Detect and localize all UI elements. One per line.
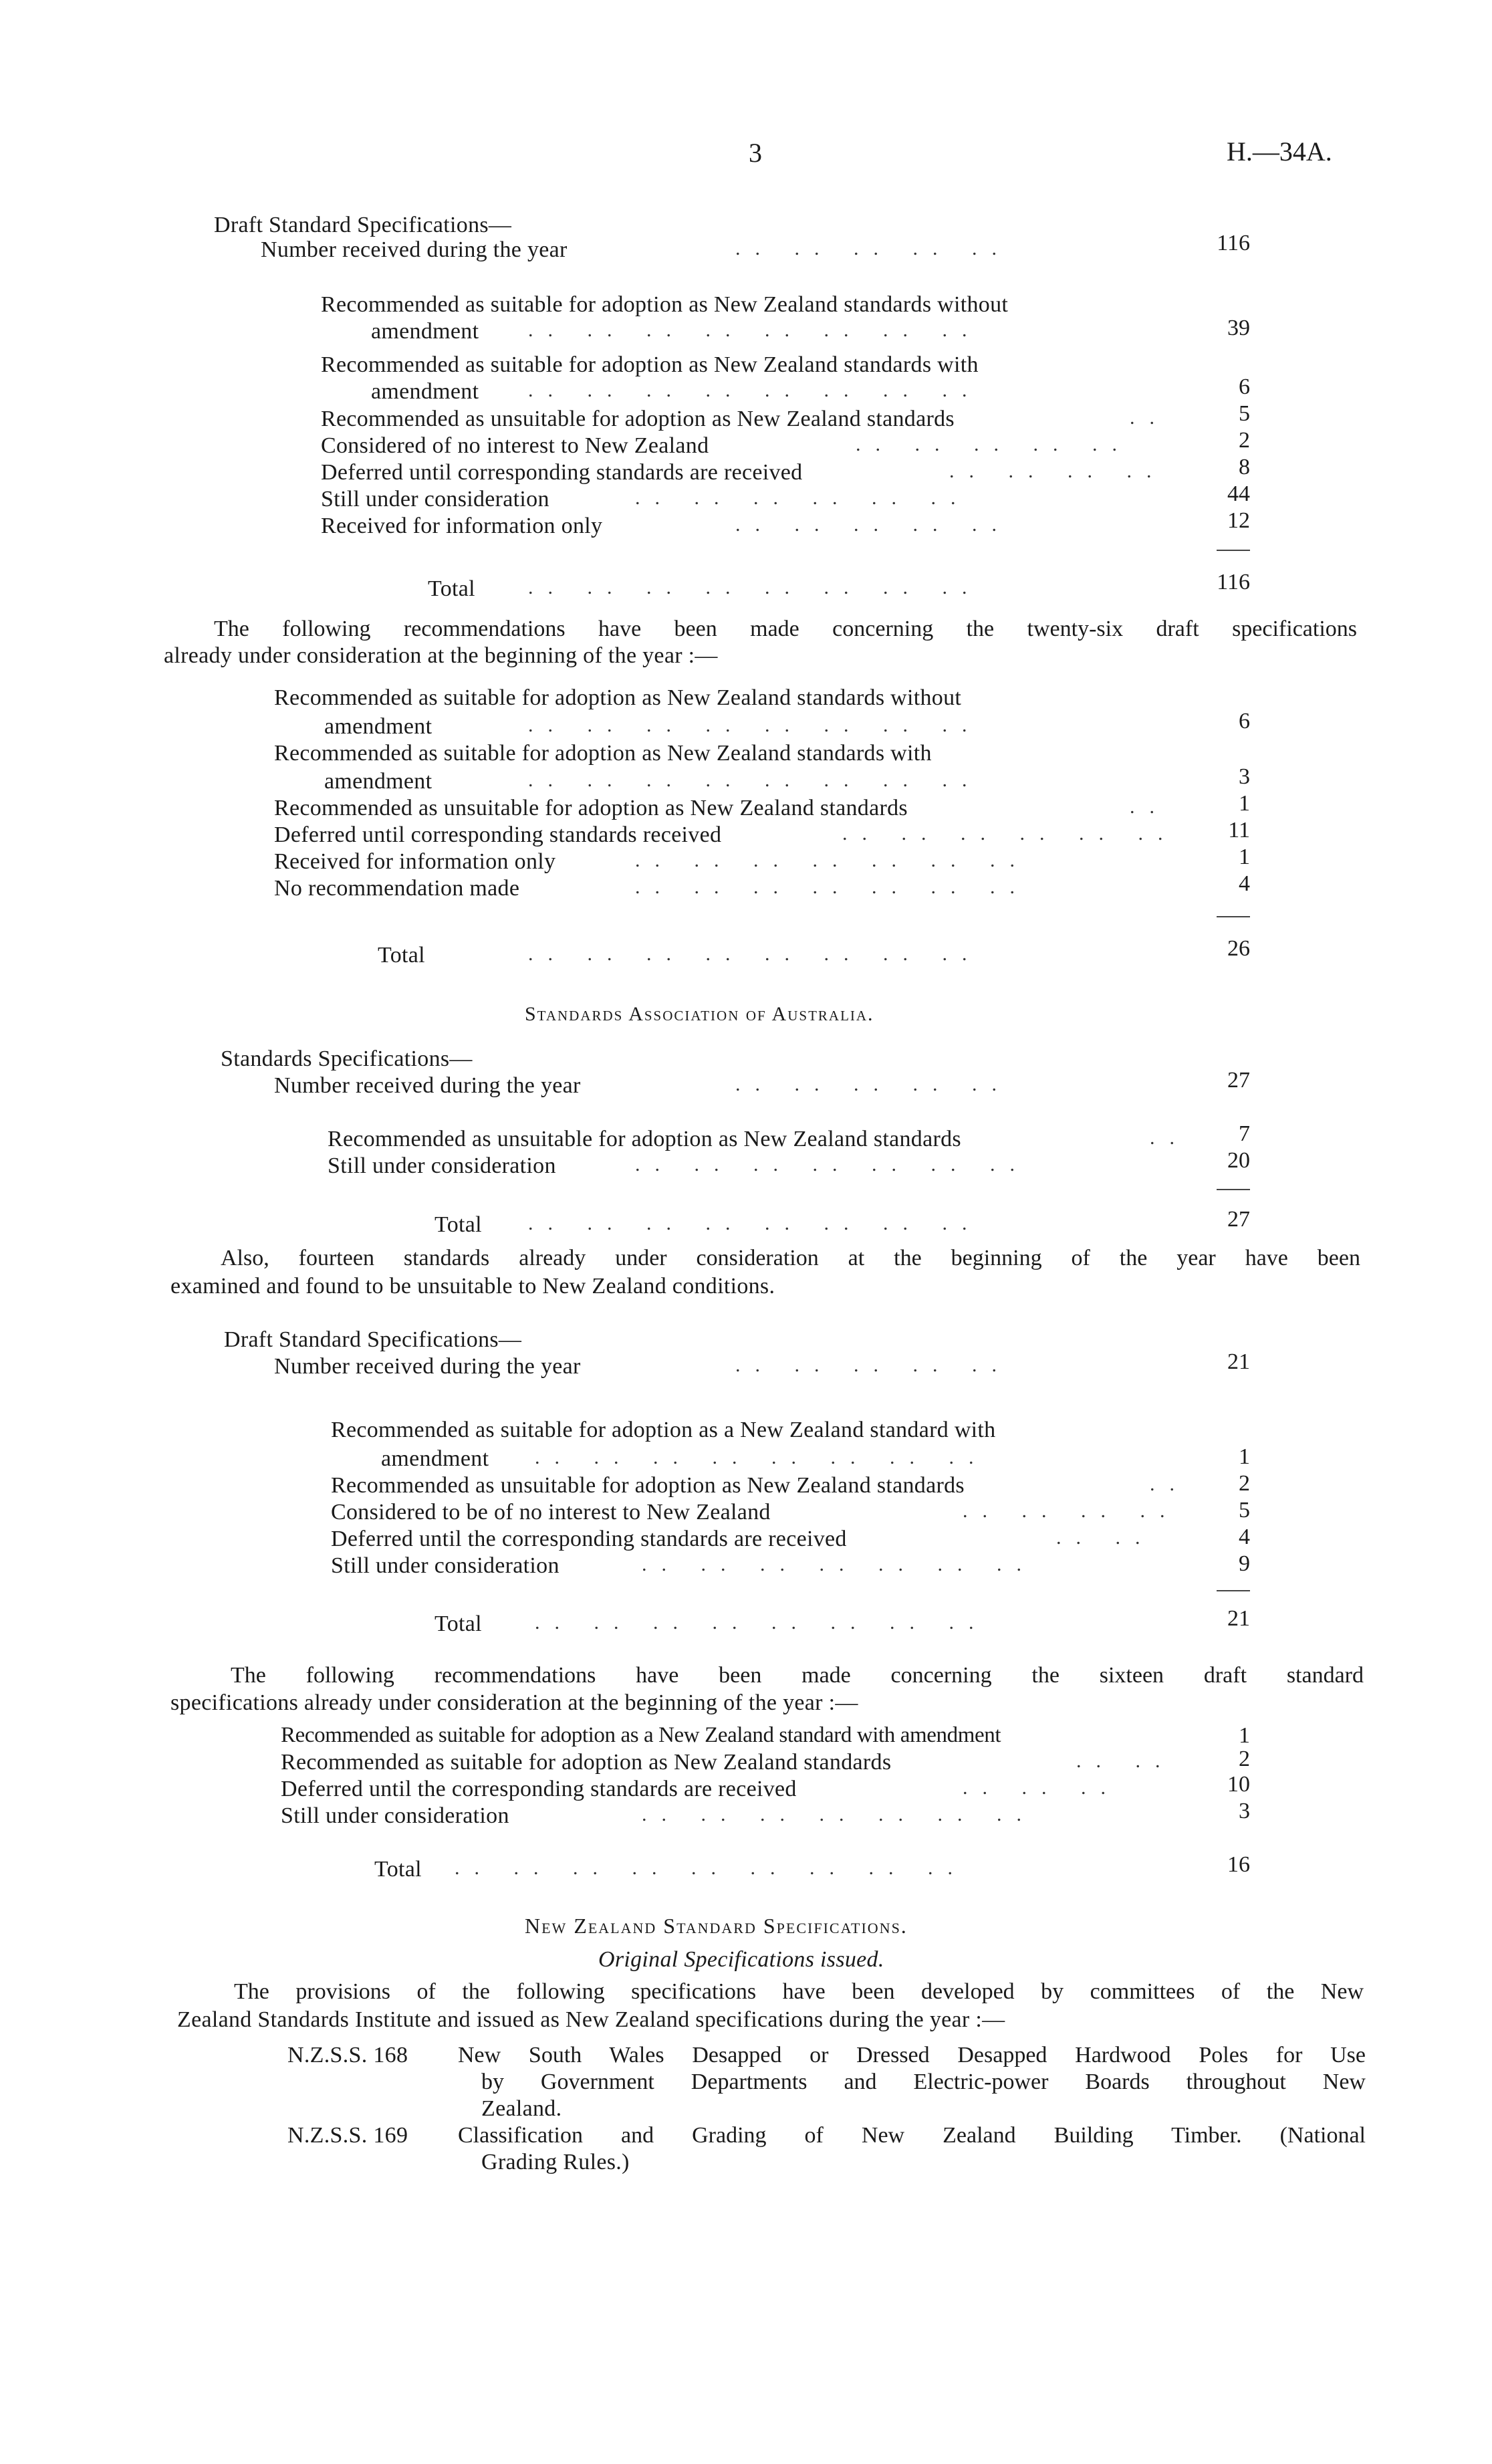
list-item-continued: amendment	[324, 769, 432, 794]
leader-dots: .. .. .. .. .. .. .. .. ..	[455, 1857, 967, 1879]
spec-title-line: Zealand.	[481, 2096, 562, 2121]
list-item: Still under consideration	[321, 487, 549, 512]
leader-dots: .. .. .. .. ..	[735, 1073, 1011, 1095]
paragraph-line: The following recommendations have been made concerning the sixteen draft standard	[231, 1663, 1364, 1688]
sub-heading: Standards Specifications—	[221, 1046, 473, 1071]
leader-dots: .. .. .. ..	[949, 460, 1166, 482]
total-label: Total	[428, 576, 475, 601]
list-item-continued: amendment	[371, 319, 479, 344]
list-item: No recommendation made	[274, 876, 520, 901]
leader-dots: .. .. .. .. .. .. ..	[642, 1553, 1036, 1575]
paragraph-line: Zealand Standards Institute and issued as New Zealand specifications during the year :—	[177, 2007, 1005, 2032]
total-label: Total	[374, 1857, 422, 1882]
list-item: Recommended as suitable for adoption as a New Zealand standard with	[331, 1418, 996, 1442]
list-item-value: 44	[1227, 481, 1250, 506]
leader-dots: .. .. .. .. .. .. ..	[635, 1153, 1029, 1175]
received-label: Number received during the year	[274, 1073, 581, 1098]
list-item-value: 6	[1239, 374, 1250, 399]
list-item: Considered of no interest to New Zealand	[321, 433, 709, 458]
spec-code: N.Z.S.S. 168	[287, 2043, 408, 2067]
list-item: Still under consideration	[331, 1553, 560, 1578]
total-value: 27	[1227, 1207, 1250, 1232]
total-label: Total	[434, 1611, 482, 1636]
leader-dots: ..	[1130, 407, 1169, 429]
total-value: 21	[1227, 1606, 1250, 1631]
list-item-value: 2	[1239, 1471, 1250, 1496]
list-item-value: 12	[1227, 508, 1250, 533]
page-number: 3	[749, 138, 762, 168]
list-item-value: 1	[1239, 845, 1250, 869]
list-item: Recommended as suitable for adoption as New Zealand standards with	[321, 352, 979, 377]
leader-dots: .. .. .. .. .. .. .. ..	[528, 379, 982, 401]
total-rule	[1217, 1590, 1250, 1591]
leader-dots: .. .. .. .. .. .. .. ..	[528, 943, 982, 965]
leader-dots: ..	[1150, 1473, 1189, 1495]
leader-dots: .. ..	[1056, 1527, 1155, 1549]
list-item-value: 3	[1239, 764, 1250, 789]
spec-title-line: by Government Departments and Electric-power Boards throughout New	[481, 2069, 1366, 2094]
list-item-value: 8	[1239, 455, 1250, 479]
leader-dots: .. .. .. .. .. ..	[842, 822, 1178, 845]
paragraph-line: specifications already under consideration at the beginning of the year :—	[170, 1690, 858, 1715]
list-item-continued: amendment	[381, 1446, 489, 1471]
received-value: 27	[1227, 1068, 1250, 1093]
list-item-value: 2	[1239, 1747, 1250, 1771]
leader-dots: .. .. .. .. .. .. .. ..	[535, 1611, 989, 1634]
list-item-value: 11	[1228, 818, 1250, 843]
list-item-value: 7	[1239, 1121, 1250, 1146]
spec-title-line: Grading Rules.)	[481, 2150, 630, 2174]
leader-dots: .. .. .. .. ..	[735, 237, 1011, 259]
leader-dots: .. .. .. .. .. .. .. ..	[535, 1446, 989, 1468]
leader-dots: .. .. .. ..	[963, 1500, 1180, 1522]
total-label: Total	[378, 943, 425, 968]
list-item-value: 20	[1227, 1148, 1250, 1173]
leader-dots: .. ..	[1076, 1750, 1175, 1772]
leader-dots: .. .. .. .. .. .. .. ..	[528, 1212, 982, 1234]
list-item: Recommended as unsuitable for adoption as New Zealand standards	[274, 796, 908, 820]
list-item-continued: amendment	[324, 714, 432, 739]
list-item-value: 2	[1239, 428, 1250, 453]
leader-dots: .. .. .. .. .. .. ..	[635, 849, 1029, 871]
document-reference: H.—34A.	[1227, 136, 1332, 166]
leader-dots: .. .. .. .. .. .. ..	[642, 1803, 1036, 1825]
total-label: Total	[434, 1212, 482, 1237]
spec-code: N.Z.S.S. 169	[287, 2123, 408, 2148]
list-item: Recommended as suitable for adoption as New Zealand standards	[281, 1750, 892, 1775]
section-heading: Draft Standard Specifications—	[214, 213, 512, 237]
total-rule	[1217, 550, 1250, 551]
list-item-value: 39	[1227, 316, 1250, 340]
received-value: 21	[1227, 1349, 1250, 1374]
leader-dots: .. .. .. .. .. .. .. ..	[528, 769, 982, 791]
leader-dots: .. .. .. .. .. ..	[635, 487, 971, 509]
list-item: Received for information only	[321, 514, 603, 538]
total-rule	[1217, 1189, 1250, 1190]
paragraph-line: The provisions of the following specifications have been developed by committees of the New	[234, 1979, 1364, 2004]
list-item: Recommended as unsuitable for adoption as New Zealand standards	[331, 1473, 965, 1498]
list-item: Deferred until corresponding standards are received	[321, 460, 803, 485]
spec-title-line: New South Wales Desapped or Dressed Desapped Hardwood Poles for Use	[458, 2043, 1366, 2067]
total-rule	[1217, 916, 1250, 917]
list-item-continued: amendment	[371, 379, 479, 404]
section-heading: New Zealand Standard Specifications.	[525, 1914, 908, 1938]
list-item: Still under consideration	[281, 1803, 509, 1828]
list-item: Recommended as suitable for adoption as New Zealand standards without	[321, 292, 1009, 317]
list-item-value: 3	[1239, 1799, 1250, 1823]
paragraph-line: already under consideration at the beginning of the year :—	[164, 643, 718, 668]
received-value: 116	[1217, 231, 1250, 255]
list-item: Deferred until the corresponding standards are received	[331, 1527, 847, 1551]
list-item: Recommended as unsuitable for adoption as New Zealand standards	[328, 1127, 961, 1151]
list-item-value: 4	[1239, 871, 1250, 896]
list-item: Considered to be of no interest to New Zealand	[331, 1500, 771, 1525]
list-item-value: 5	[1239, 1498, 1250, 1523]
list-item: Deferred until corresponding standards received	[274, 822, 722, 847]
list-item: Recommended as suitable for adoption as a New Zealand standard with amendment	[281, 1723, 1001, 1747]
list-item-value: 6	[1239, 709, 1250, 734]
received-label: Number received during the year	[274, 1354, 581, 1379]
leader-dots: .. .. .. .. .. .. .. ..	[528, 319, 982, 341]
list-item: Deferred until the corresponding standards are received	[281, 1777, 797, 1801]
leader-dots: .. .. .. .. ..	[735, 1354, 1011, 1376]
list-item-value: 1	[1239, 791, 1250, 816]
paragraph-line: Also, fourteen standards already under consideration at the beginning of the year have been	[221, 1246, 1360, 1270]
section-heading: Draft Standard Specifications—	[224, 1327, 522, 1352]
paragraph-line: examined and found to be unsuitable to New Zealand conditions.	[170, 1274, 775, 1299]
list-item-value: 9	[1239, 1551, 1250, 1576]
list-item-value: 4	[1239, 1525, 1250, 1549]
total-value: 26	[1227, 936, 1250, 961]
section-heading: Standards Association of Australia.	[525, 1003, 874, 1025]
list-item-value: 10	[1227, 1772, 1250, 1797]
total-value: 16	[1227, 1852, 1250, 1877]
leader-dots: .. .. ..	[963, 1777, 1120, 1799]
list-item-value: 1	[1239, 1444, 1250, 1469]
list-item: Still under consideration	[328, 1153, 556, 1178]
leader-dots: .. .. .. .. .. .. ..	[635, 876, 1029, 898]
list-item: Received for information only	[274, 849, 556, 874]
spec-title-line: Classification and Grading of New Zealand Building Timber. (National	[458, 2123, 1366, 2148]
leader-dots: .. .. .. .. .. .. .. ..	[528, 714, 982, 736]
list-item-value: 1	[1239, 1723, 1250, 1748]
list-item-value: 5	[1239, 401, 1250, 426]
sub-heading: Original Specifications issued.	[598, 1947, 884, 1972]
leader-dots: .. .. .. .. ..	[735, 514, 1011, 536]
total-value: 116	[1217, 570, 1250, 594]
list-item: Recommended as unsuitable for adoption as New Zealand standards	[321, 407, 955, 431]
received-label: Number received during the year	[261, 237, 568, 262]
leader-dots: ..	[1150, 1127, 1189, 1149]
leader-dots: .. .. .. .. ..	[856, 433, 1132, 455]
paragraph-line: The following recommendations have been made concerning the twenty-six draft specifications	[214, 617, 1357, 641]
leader-dots: ..	[1130, 796, 1169, 818]
list-item: Recommended as suitable for adoption as New Zealand standards without	[274, 685, 962, 710]
list-item: Recommended as suitable for adoption as New Zealand standards with	[274, 741, 932, 766]
leader-dots: .. .. .. .. .. .. .. ..	[528, 576, 982, 598]
